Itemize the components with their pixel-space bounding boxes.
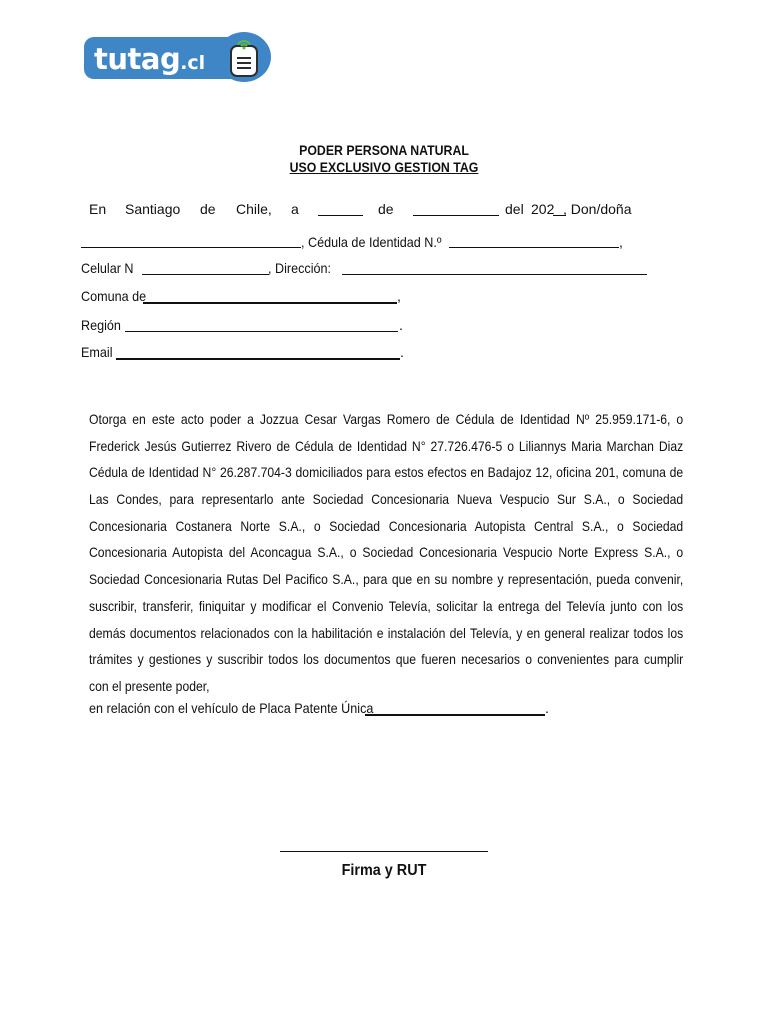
body-line: trámites y gestiones y suscribir todos los documentos que fueren necesarios o convenientes para cumplir xyxy=(89,651,684,668)
row-year-prefix: 202 xyxy=(531,201,555,217)
body-line: Sociedad Concesionaria Rutas Del Pacifico S.A., para que en su nombre y representación, pueda convenir, xyxy=(89,571,684,588)
region-label: Región xyxy=(81,317,121,333)
body-line: Frederick Jesús Gutierrez Rivero de Cédula de Identidad N° 27.726.476-5 o Liliannys Maria Marchan Diaz xyxy=(89,437,684,454)
signature-line[interactable] xyxy=(280,851,488,852)
body-line: con el presente poder, xyxy=(89,677,210,694)
cedula-field[interactable] xyxy=(449,247,619,248)
row-a: a xyxy=(291,201,299,217)
celular-label: Celular N xyxy=(81,260,134,276)
body-line: demás documentos relacionados con la habilitación e instalación del Televía, y en general realizar todos los xyxy=(89,624,684,641)
cedula-end: , xyxy=(619,234,623,250)
comuna-field[interactable] xyxy=(143,302,397,304)
body-line: Concesionaria Costanera Norte S.A., o Sociedad Concesionaria Autopista Central S.A., o Sociedad xyxy=(89,517,684,534)
placa-field[interactable] xyxy=(365,714,545,716)
month-field[interactable] xyxy=(413,215,499,216)
celular-field[interactable] xyxy=(142,274,269,275)
document-subtitle xyxy=(46,159,722,175)
logo-text xyxy=(94,41,205,81)
comuna-label: Comuna de xyxy=(81,288,147,304)
body-line: Concesionaria Autopista del Aconcagua S.A., o Sociedad Concesionaria Vespucio Norte Express S.A., o xyxy=(89,544,684,561)
body-line: suscribir, transferir, finiquitar y modificar el Convenio Televía, solicitar la entrega del Televía junto con los xyxy=(89,597,684,614)
email-field[interactable] xyxy=(116,358,400,360)
comuna-end: , xyxy=(397,288,401,304)
row-en: En xyxy=(89,201,107,217)
logo-domain: .cl xyxy=(180,52,206,74)
row-de1: de xyxy=(200,201,216,217)
logo-brand: tutag xyxy=(94,42,181,76)
signature-label: Firma y RUT xyxy=(341,862,427,879)
region-end: . xyxy=(399,317,403,333)
email-label: Email xyxy=(81,344,113,360)
row-chile: Chile, xyxy=(236,201,272,217)
direccion-field[interactable] xyxy=(342,274,647,275)
placa-label: en relación con el vehículo de Placa Patente Única xyxy=(89,700,374,716)
row-de2: de xyxy=(378,201,394,217)
cedula-label: , Cédula de Identidad N.º xyxy=(301,234,442,250)
document-subtitle-text: USO EXCLUSIVO GESTION TAG xyxy=(289,159,479,175)
body-line: Las Condes, para representarlo ante Sociedad Concesionaria Nueva Vespucio Sur S.A., o Sociedad xyxy=(89,491,684,508)
tag-device-icon xyxy=(217,32,271,82)
body-paragraph xyxy=(89,406,683,700)
document-title: PODER PERSONA NATURAL xyxy=(299,142,469,158)
day-field[interactable] xyxy=(318,215,363,216)
region-field[interactable] xyxy=(125,331,398,332)
name-field[interactable] xyxy=(81,247,301,248)
body-line: Cédula de Identidad N° 26.287.704-3 domiciliados para estos efectos en Badajoz 12, oficina 201, comuna de xyxy=(89,464,684,481)
placa-end: . xyxy=(545,700,549,716)
body-line: Otorga en este acto poder a Jozzua Cesar Vargas Romero de Cédula de Identidad Nº 25.959.171-6, o xyxy=(89,411,684,427)
row-del: del xyxy=(505,201,524,217)
direccion-label: , Dirección: xyxy=(268,260,332,276)
email-end: . xyxy=(400,344,404,360)
tutag-logo xyxy=(84,32,272,82)
row-santiago: Santiago xyxy=(125,201,181,217)
row-don: , Don/doña xyxy=(563,201,632,217)
